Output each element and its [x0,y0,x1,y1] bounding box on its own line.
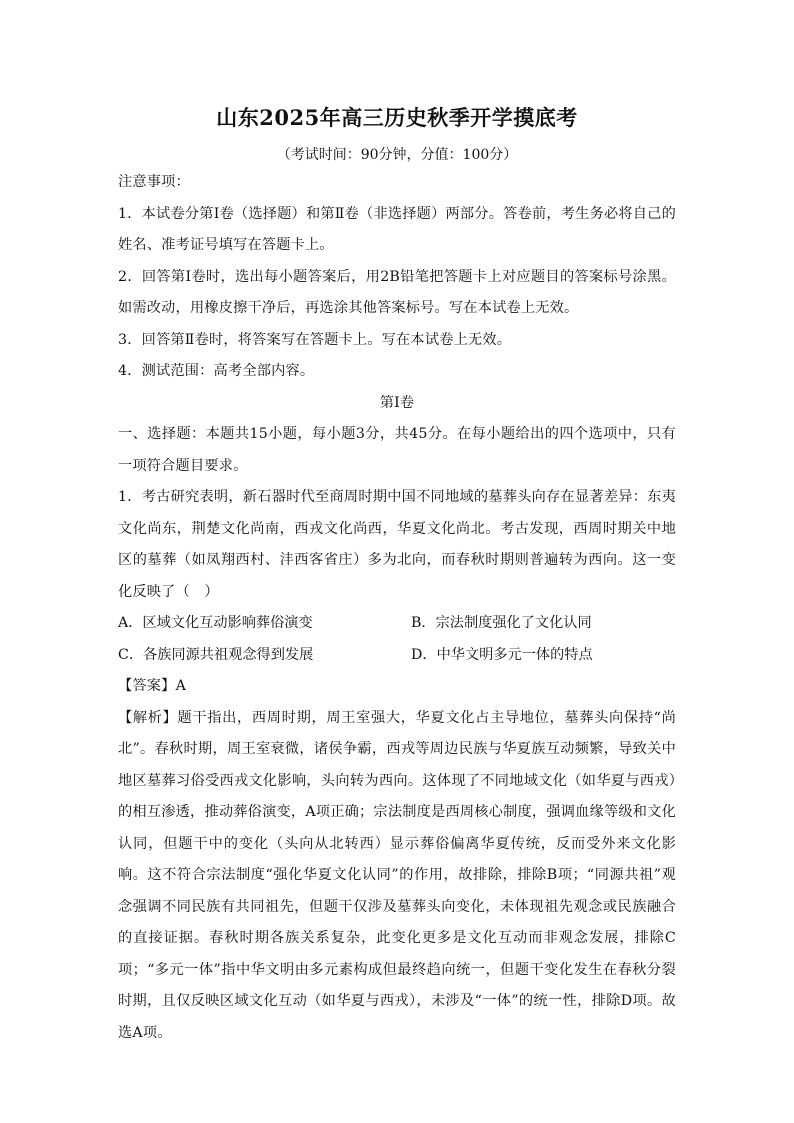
section-heading: 第Ⅰ卷 [379,394,415,411]
option-b: B．宗法制度强化了文化认同 [411,615,592,631]
option-c: C．各族同源共祖观念得到发展 [118,646,314,663]
analysis-text: 题干指出，西周时期，周王室强大，华夏文化占主导地位，墓葬头向保持“尚北”。春秋时期，周王室衰微，诸侯争霸，西戎等周边民族与华夏族互动频繁，导致关中地区墓葬习俗受西戎文化影响，头向转为西向。这体现了不同地域文化（如华夏与西戎）的相互渗透，推动葬俗演变，A项正确；宗法制度是西周核心制度，强调血缘等级和文化认同，但题干中的变化（头向从北转西）显示葬俗偏离华夏传统，反而受外来文化影响。这不符合宗法制度“强化华夏文化认同”的作用，故排除，排除B项；“同源共祖”观念强调不同民族有共同祖先，但题干仅涉及墓葬头向变化，未体现祖先观念或民族融合的直接证据。春秋时期各族关系复杂，此变化更多是文化互动而非观念发展，排除C项；“多元一体”指中华文明由多元素构成但最终趋向统一，但题干变化发生在春秋分裂时期，且仅反映区域文化互动（如华夏与西戎），未涉及“一体”的统一性，排除D项。故选A项。 [118,709,676,1041]
option-a: A．区域文化互动影响葬俗演变 [118,615,313,631]
exam-title: 山东2025年高三历史秋季开学摸底考 [216,105,578,130]
answer-label: 【答案】 [118,678,176,694]
option-d: D．中华文明多元一体的特点 [411,646,593,663]
notice-item-1: 1．本试卷分第Ⅰ卷（选择题）和第Ⅱ卷（非选择题）两部分。答卷前，考生务必将自己的姓名、准考证号填写在答题卡上。 [118,205,676,253]
exam-subtitle: （考试时间：90分钟，分值：100分） [276,147,518,163]
analysis-label: 【解析】 [118,709,178,726]
notice-item-3: 3．回答第Ⅱ卷时，将答案写在答题卡上。写在本试卷上无效。 [118,331,512,348]
notice-heading: 注意事项： [118,174,190,190]
question-1-stem: 1．考古研究表明，新石器时代至商周时期中国不同地域的墓葬头向存在显著差异：东夷文化尚东，荆楚文化尚南，西戎文化尚西，华夏文化尚北。考古发现，西周时期关中地区的墓葬（如凤翔西村、沣西客省庄）多为北向，而春秋时期则普遍转为西向。这一变化反映了（ ） [118,489,676,600]
question-1-options [118,608,676,671]
section-instruction: 一、选择题：本题共15小题，每小题3分，共45分。在每小题给出的四个选项中，只有一项符合题目要求。 [118,426,676,474]
notice-item-2: 2．回答第Ⅰ卷时，选出每小题答案后，用2B铅笔把答题卡上对应题目的答案标号涂黑。如需改动，用橡皮擦干净后，再选涂其他答案标号。写在本试卷上无效。 [118,268,676,316]
analysis-paragraph [118,703,676,1050]
answer-value: A [175,678,187,694]
notice-item-4: 4．测试范围：高考全部内容。 [118,363,315,379]
answer-line [118,671,676,703]
